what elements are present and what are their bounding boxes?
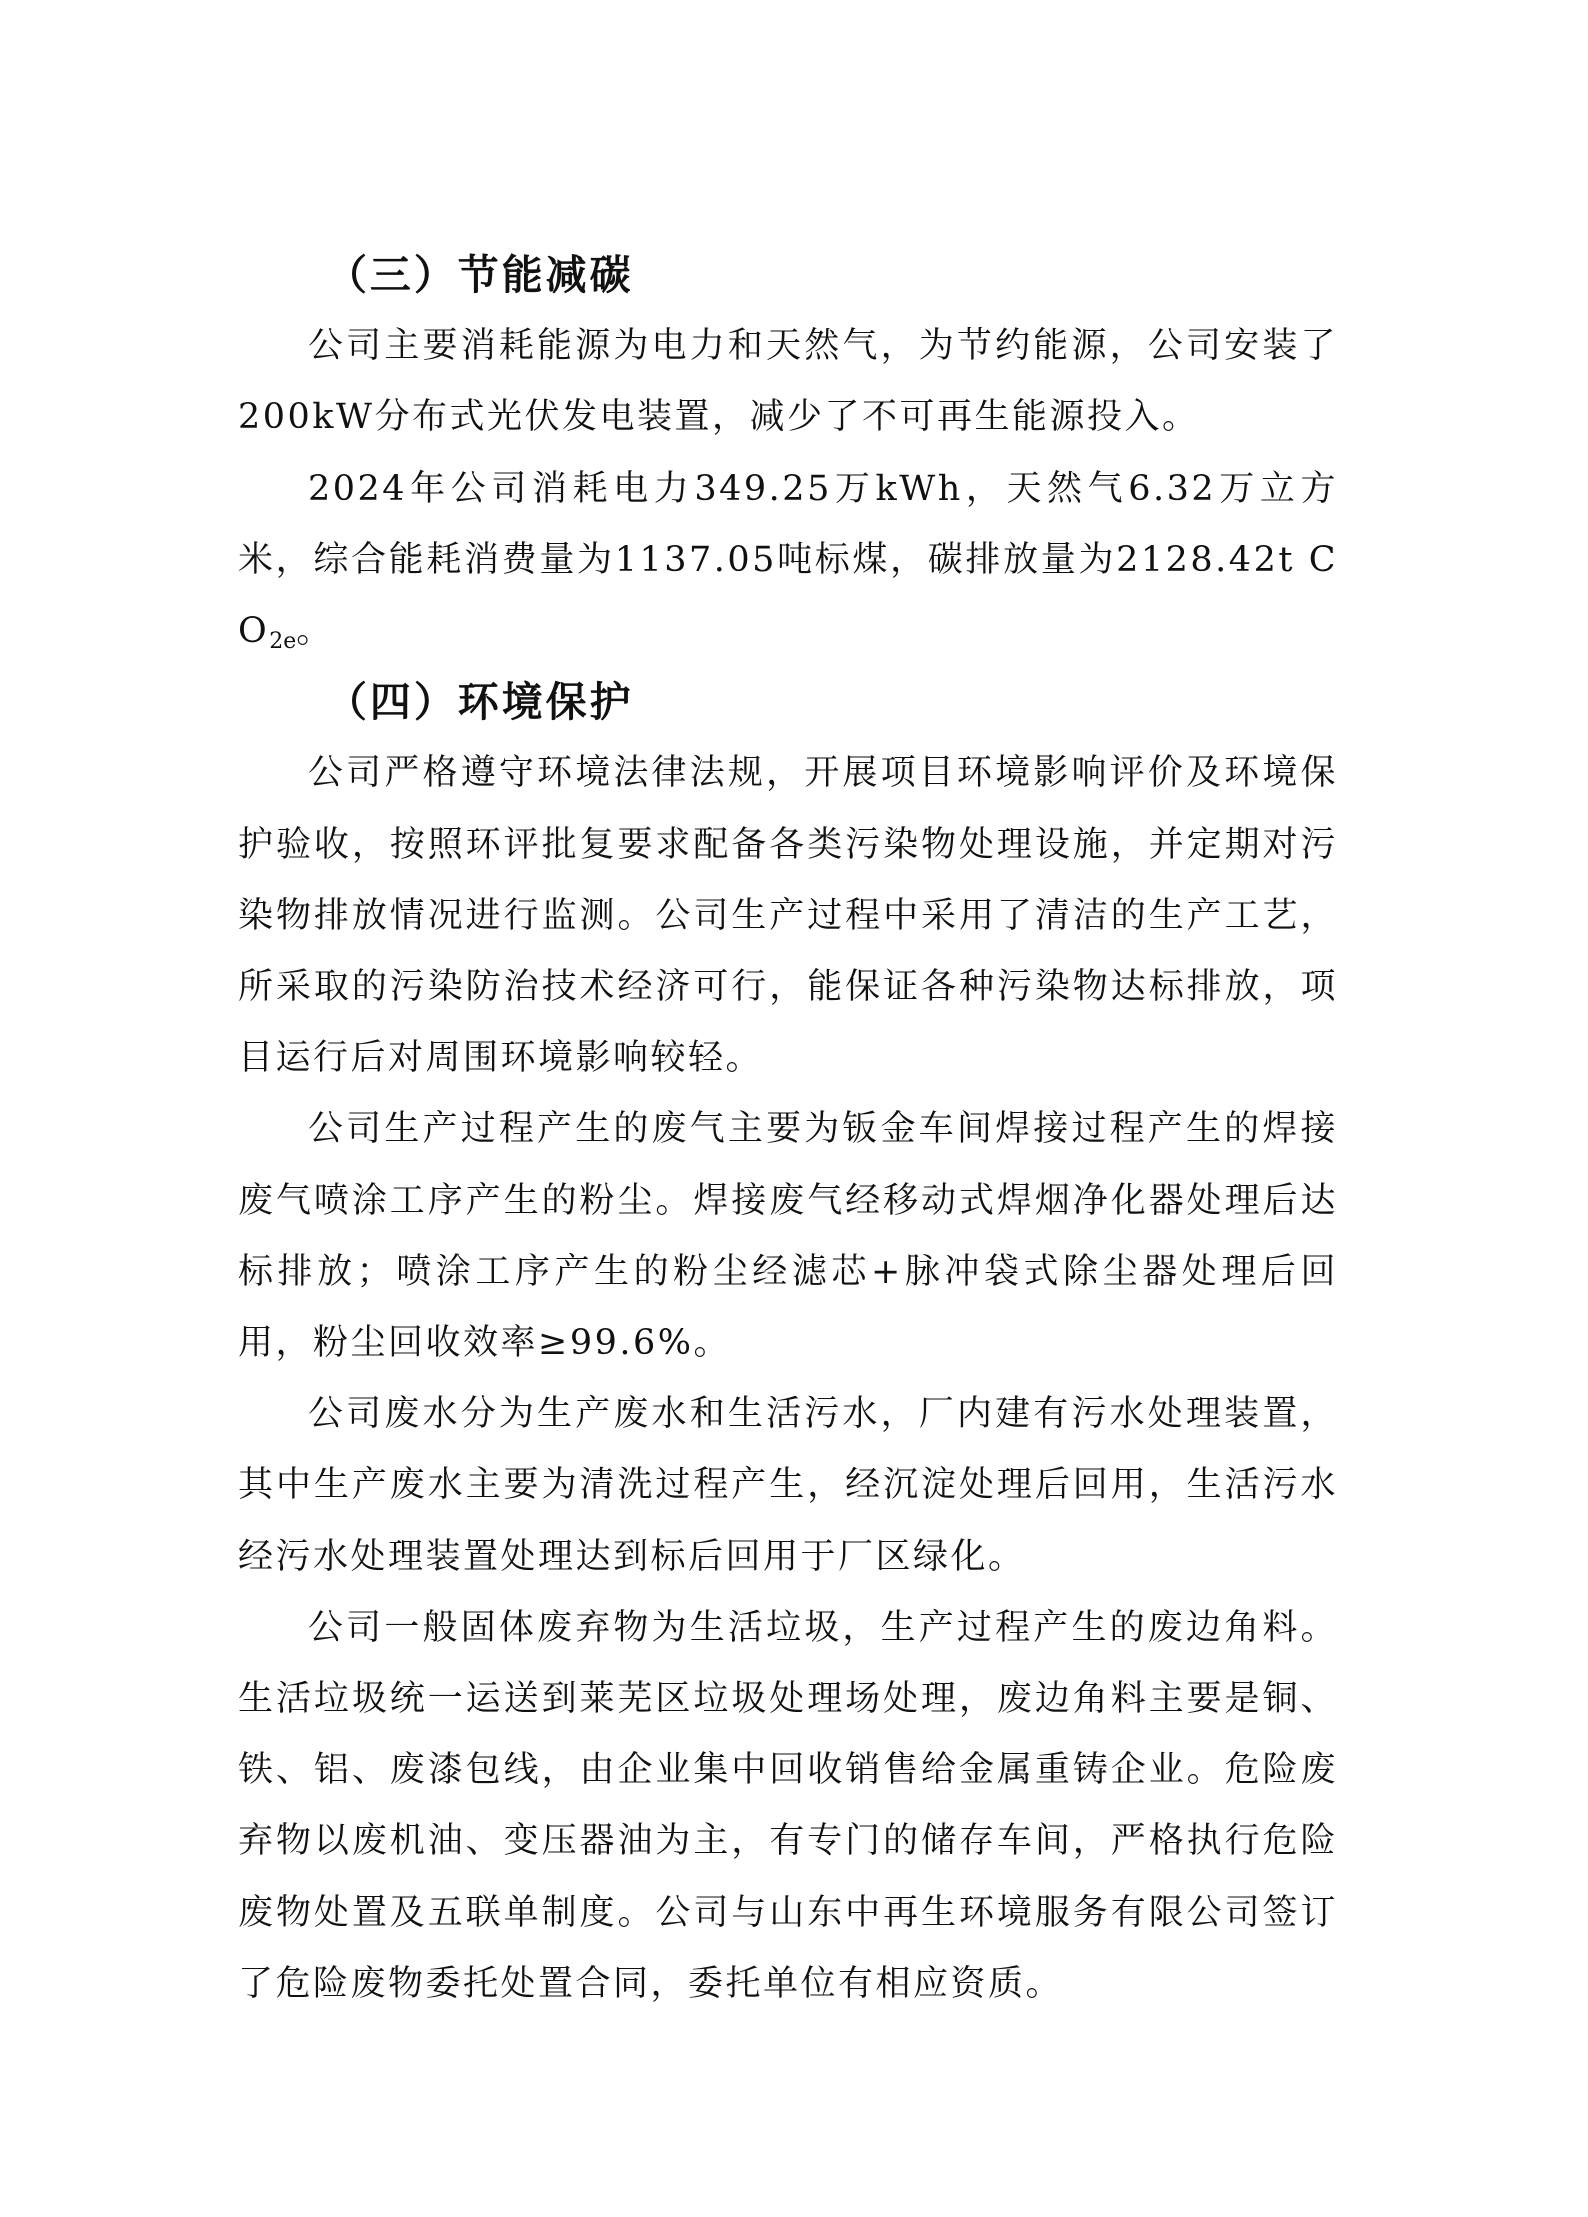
document-body: [238, 240, 1338, 2020]
energy-consumption-end: 。: [296, 611, 334, 652]
co2e-subscript: 2e: [269, 629, 297, 655]
paragraph-waste-gas: 公司生产过程产生的废气主要为钣金车间焊接过程产生的焊接废气喷涂工序产生的粉尘。焊接废气经移动式焊烟净化器处理后达标排放；喷涂工序产生的粉尘经滤芯+脉冲袋式除尘器处理后回用，粉尘回收效率≥99.6%。: [238, 1109, 1338, 1364]
paragraph-solid-waste: 公司一般固体废弃物为生活垃圾，生产过程产生的废边角料。生活垃圾统一运送到莱芜区垃圾处理场处理，废边角料主要是铜、铁、铝、废漆包线，由企业集中回收销售给金属重铸企业。危险废弃物以废机油、变压器油为主，有专门的储存车间，严格执行危险废物处置及五联单制度。公司与山东中再生环境服务有限公司签订了危险废物委托处置合同，委托单位有相应资质。: [238, 1607, 1338, 2004]
paragraph-environment-compliance: 公司严格遵守环境法律法规，开展项目环境影响评价及环境保护验收，按照环评批复要求配备各类污染物处理设施，并定期对污染物排放情况进行监测。公司生产过程中采用了清洁的生产工艺，所采取的污染防治技术经济可行，能保证各种污染物达标排放，项目运行后对周围环境影响较轻。: [238, 753, 1338, 1079]
paragraph-energy-consumption: [238, 454, 1338, 668]
paragraph-energy-sources: 公司主要消耗能源为电力和天然气，为节约能源，公司安装了200kW分布式光伏发电装置，减少了不可再生能源投入。: [238, 326, 1338, 438]
section-heading-environment: （四）环境保护: [326, 678, 634, 727]
energy-consumption-text: 2024年公司消耗电力349.25万kWh，天然气6.32万立方米，综合能耗消费量为1137.05吨标煤，碳排放量为2128.42t CO: [238, 468, 1338, 652]
paragraph-waste-water: 公司废水分为生产废水和生活污水，厂内建有污水处理装置，其中生产废水主要为清洗过程产生，经沉淀处理后回用，生活污水经污水处理装置处理达到标后回用于厂区绿化。: [238, 1394, 1338, 1577]
section-heading-energy: （三）节能减碳: [326, 251, 634, 299]
